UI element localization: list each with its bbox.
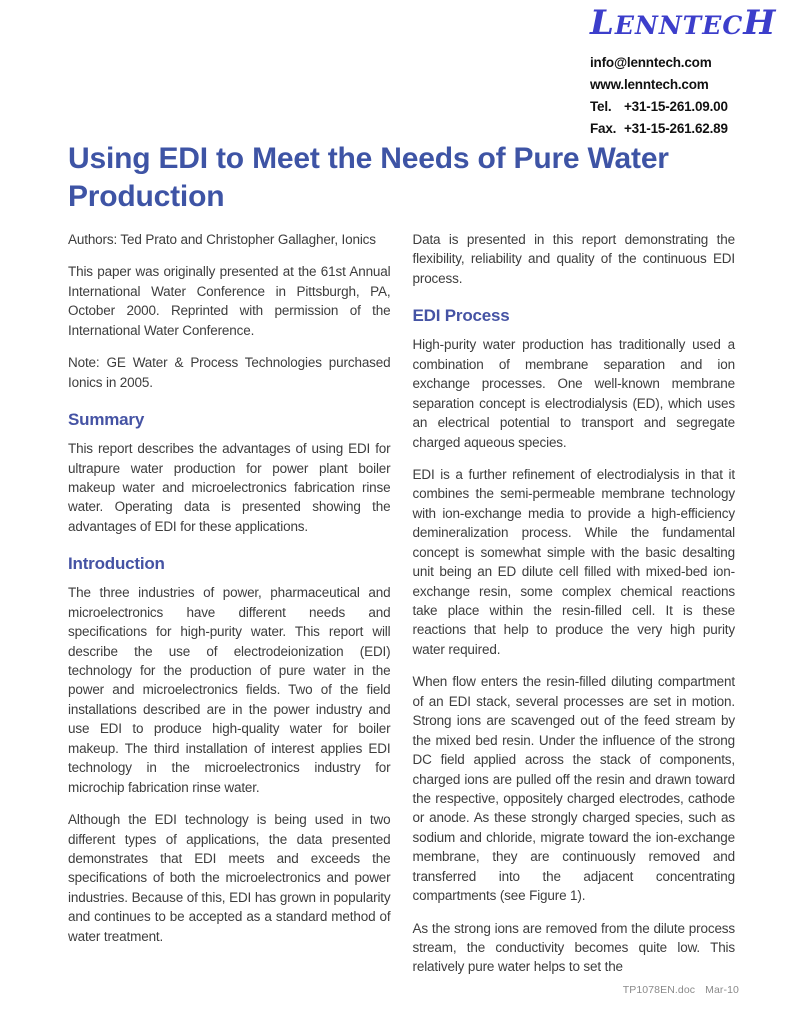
contact-email: info@lenntech.com [590, 55, 712, 70]
body-columns [68, 230, 735, 990]
paragraph-summary: This report describes the advantages of using EDI for ultrapure water production for power plant boiler makeup water and microelectronics fabrication rinse water. Operating data is presented showing the advantages of EDI for these applications. [68, 441, 391, 534]
footer-doc-name: TP1078EN.doc [622, 984, 696, 996]
section-heading-edi-process: EDI Process [412, 306, 510, 326]
paragraph-edi-process-3: When flow enters the resin-filled diluting compartment of an EDI stack, several processes are set in motion. Strong ions are scavenged out of the feed stream by the mixed bed resin. Under the influence of the strong DC field applied across the stack of components, charged ions are pulled off the resin and drawn toward the respective, oppositely charged electrodes, cathode or anode. As these strongly charged species, such as sodium and chloride, migrate toward the ion-exchange membrane, they are continuously removed and transferred into the adjacent concentrating compartments (see Figure 1). [412, 674, 735, 904]
page-footer [613, 984, 739, 996]
logo-letter-h: H [743, 3, 777, 43]
paragraph-introduction-1: The three industries of power, pharmaceutical and microelectronics have different needs and specifications for high-purity water. This report will describe the use of electrodeionization (EDI) technology for the production of pure water in the power and microelectronics fields. Two of the field installations described are in the power industry and use EDI to produce high-quality water for boiler makeup. The third installation of interest applies EDI technology in the microelectronics industry for microchip fabrication rinse water. [68, 585, 391, 795]
contact-website: www.lenntech.com [590, 77, 709, 92]
lenntech-logo [590, 3, 777, 43]
section-heading-summary: Summary [68, 410, 145, 430]
footer-date: Mar-10 [705, 984, 739, 996]
contact-tel [590, 96, 770, 118]
contact-tel-label: Tel. [590, 99, 612, 114]
contact-block [590, 52, 770, 140]
contact-fax-value: +31-15-261.62.89 [624, 121, 728, 136]
paragraph-note: Note: GE Water & Process Technologies purchased Ionics in 2005. [68, 355, 391, 390]
contact-fax-label: Fax. [590, 121, 617, 136]
paragraph-data-presented: Data is presented in this report demonstrating the flexibility, reliability and quality of the continuous EDI process. [412, 232, 735, 286]
left-column [68, 230, 391, 990]
logo-middle-letters: ENNTEC [614, 11, 744, 40]
paragraph-edi-process-4: As the strong ions are removed from the dilute process stream, the conductivity becomes quite low. This relatively pure water helps to set the [412, 920, 735, 975]
contact-fax [590, 118, 770, 140]
letterhead [590, 3, 777, 140]
authors-line: Authors: Ted Prato and Christopher Gallagher, Ionics [68, 232, 376, 247]
paragraph-edi-process-1: High-purity water production has traditionally used a combination of membrane separation and ion exchange processes. One well-known membrane separation concept is electrodialysis (ED), which uses an electrical potential to transport and segregate charged aqueous species. [412, 337, 735, 450]
paragraph-introduction-2: Although the EDI technology is being used in two different types of applications, the data presented demonstrates that EDI meets and exceeds the specifications of both the microelectronics and power industries. Because of this, EDI has grown in popularity and continues to be accepted as a standard method of water treatment. [68, 812, 391, 944]
section-heading-introduction: Introduction [68, 554, 165, 574]
contact-tel-value: +31-15-261.09.00 [624, 99, 728, 114]
page-title: Using EDI to Meet the Needs of Pure Water Production [68, 142, 669, 214]
paragraph-presented: This paper was originally presented at the 61st Annual International Water Conference in Pittsburgh, PA, October 2000. Reprinted with permission of the International Water Conference. [68, 264, 391, 338]
paragraph-edi-process-2: EDI is a further refinement of electrodialysis in that it combines the semi-permeable membrane technology with ion-exchange media to provide a high-efficiency demineralization process. While the fundamental concept is somewhat simple with the basic desalting unit being an ED dilute cell filled with mixed-bed ion-exchange resin, some complex chemical reactions take place within the resin-filled cell. It is these reactions that help to produce the very high purity water required. [412, 466, 735, 657]
logo-letter-l: L [590, 3, 615, 43]
right-column [413, 230, 736, 990]
